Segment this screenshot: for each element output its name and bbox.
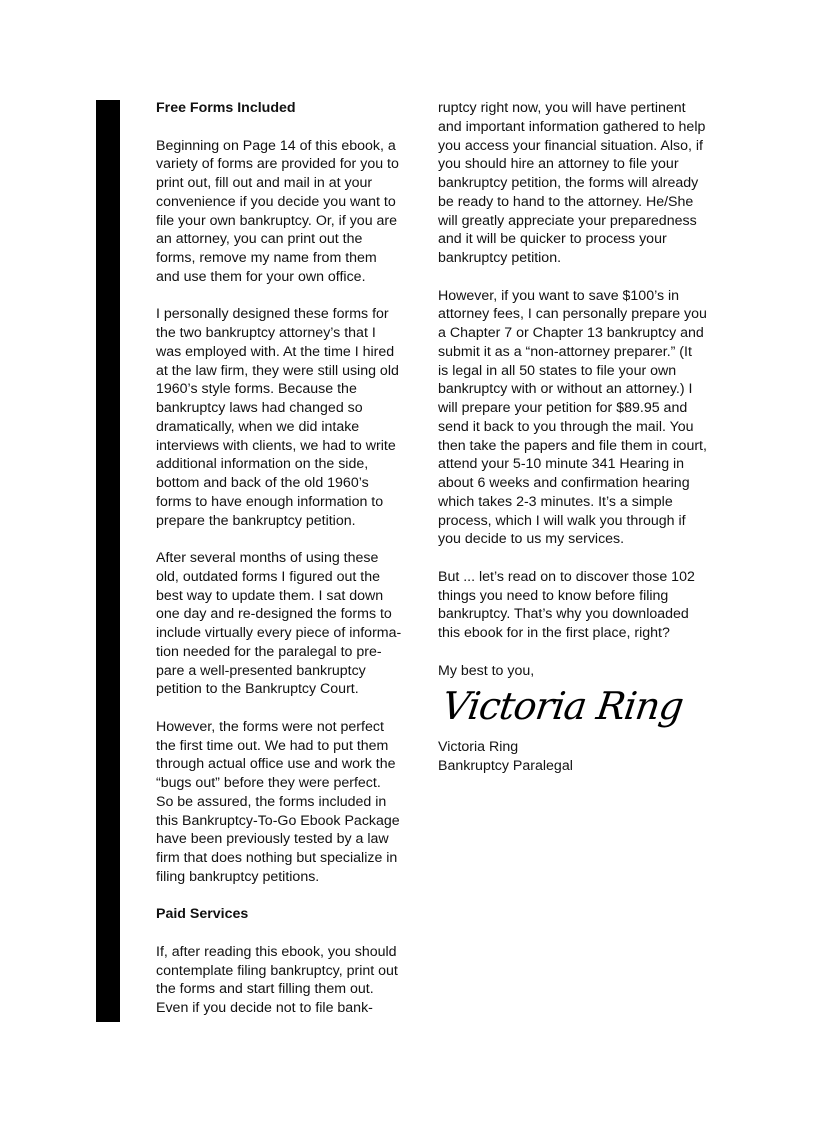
text-line: “bugs out” before they were perfect. [156, 775, 381, 791]
text-line: attorney fees, I can personally prepare you [438, 306, 707, 323]
text-line: and use them for your own office. [156, 268, 366, 285]
text-line: After several months of using these [156, 550, 379, 566]
text-line: prepare the bankruptcy petition. [156, 512, 356, 529]
paragraph-save-fees [438, 287, 722, 550]
text-line: print out, fill out and mail in at your [156, 175, 373, 191]
text-line: bankruptcy petition. [438, 250, 562, 266]
text-line: the first time out. We had to put them [156, 737, 389, 754]
text-line: which takes 2-3 minutes. It’s a simple [438, 493, 673, 510]
text-line: the forms and start filling them out. [156, 981, 374, 998]
text-line: file your own bankruptcy. Or, if you are [156, 212, 398, 229]
text-line: through actual office use and work the [156, 756, 396, 773]
text-line: 1960’s style forms. Because the [156, 381, 357, 398]
left-margin-bar [96, 100, 120, 1022]
text-line: best way to update them. I sat down [156, 587, 384, 604]
text-line: firm that does nothing but specialize in [156, 850, 398, 866]
text-line: one day and re-designed the forms to [156, 606, 392, 623]
text-line: process, which I will walk you through if [438, 512, 686, 529]
text-line: is legal in all 50 states to file your own [438, 362, 677, 379]
text-line: forms to have enough information to [156, 493, 384, 510]
text-line: filing bankruptcy petitions. [156, 868, 320, 885]
heading-paid-services: Paid Services [156, 906, 249, 923]
text-line: Even if you decide not to file bank- [156, 1000, 373, 1016]
text-line: and it will be quicker to process your [438, 231, 667, 248]
text-line: bankruptcy petition, the forms will already [438, 175, 699, 191]
paragraph-paid-services [156, 943, 418, 1018]
text-line: and important information gathered to help [438, 118, 706, 135]
text-line: However, if you want to save $100’s in [438, 287, 680, 304]
paragraph-read-on [438, 568, 722, 643]
paragraph-continued [438, 99, 722, 268]
text-line: at the law firm, they were still using old [156, 362, 399, 379]
text-line: But ... let’s read on to discover those 102 [438, 568, 695, 585]
text-line: bankruptcy. That’s why you downloaded [438, 606, 689, 623]
text-line: you access your financial situation. Also, if [438, 137, 703, 154]
text-line: ruptcy right now, you will have pertinent [438, 100, 686, 116]
text-line: you decide to us my services. [438, 531, 625, 548]
text-line: a Chapter 7 or Chapter 13 bankruptcy and [438, 325, 704, 341]
text-line: additional information on the side, [156, 456, 369, 473]
text-line: will greatly appreciate your preparedness [438, 212, 697, 229]
text-line: submit it as a “non-attorney preparer.” (It [438, 343, 692, 360]
text-line: things you need to know before filing [438, 587, 669, 604]
text-line: old, outdated forms I figured out the [156, 568, 380, 585]
text-line: Beginning on Page 14 of this ebook, a [156, 137, 396, 154]
text-line: variety of forms are provided for you to [156, 156, 399, 173]
text-line: will prepare your petition for $89.95 and [438, 400, 688, 416]
author-title: Bankruptcy Paralegal [438, 758, 573, 774]
text-line: dramatically, when we did intake [156, 418, 360, 435]
text-line: pare a well-presented bankruptcy [156, 662, 366, 679]
text-line: So be assured, the forms included in [156, 793, 387, 810]
signature: Victoria Ring [439, 684, 686, 729]
text-line: tion needed for the paralegal to pre- [156, 643, 382, 660]
text-line: an attorney, you can print out the [156, 231, 363, 248]
right-column [438, 99, 722, 776]
text-line: you should hire an attorney to file your [438, 156, 679, 173]
text-line: convenience if you decide you want to [156, 193, 396, 210]
paragraph-updated-forms [156, 549, 418, 699]
text-line: I personally designed these forms for [156, 306, 389, 323]
text-line: this ebook for in the first place, right? [438, 625, 670, 641]
text-line: the two bankruptcy attorney’s that I [156, 325, 376, 341]
text-line: However, the forms were not perfect [156, 718, 384, 735]
text-line: send it back to you through the mail. You [438, 418, 694, 435]
text-line: was employed with. At the time I hired [156, 343, 395, 360]
text-line: interviews with clients, we had to write [156, 437, 396, 454]
text-line: attend your 5-10 minute 341 Hearing in [438, 456, 685, 473]
heading-free-forms: Free Forms Included [156, 100, 296, 116]
paragraph-free-forms [156, 137, 418, 287]
text-line: petition to the Bankruptcy Court. [156, 681, 359, 698]
author-name: Victoria Ring [438, 739, 519, 756]
left-column [156, 99, 418, 1018]
text-line: about 6 weeks and confirmation hearing [438, 475, 690, 491]
text-line: have been previously tested by a law [156, 831, 389, 848]
text-line: If, after reading this ebook, you should [156, 943, 397, 960]
closing-text: My best to you, [438, 662, 535, 679]
text-line: bankruptcy with or without an attorney.) I [438, 381, 693, 398]
text-line: include virtually every piece of informa- [156, 625, 402, 641]
paragraph-tested-forms [156, 718, 418, 887]
paragraph-designed-forms [156, 305, 418, 530]
text-line: bottom and back of the old 1960’s [156, 475, 369, 491]
text-line: contemplate filing bankruptcy, print out [156, 962, 398, 979]
text-line: then take the papers and file them in court, [438, 437, 707, 454]
text-line: forms, remove my name from them [156, 250, 377, 266]
text-line: this Bankruptcy-To-Go Ebook Package [156, 812, 400, 829]
text-line: be ready to hand to the attorney. He/She [438, 193, 694, 210]
text-line: bankruptcy laws had changed so [156, 400, 363, 416]
